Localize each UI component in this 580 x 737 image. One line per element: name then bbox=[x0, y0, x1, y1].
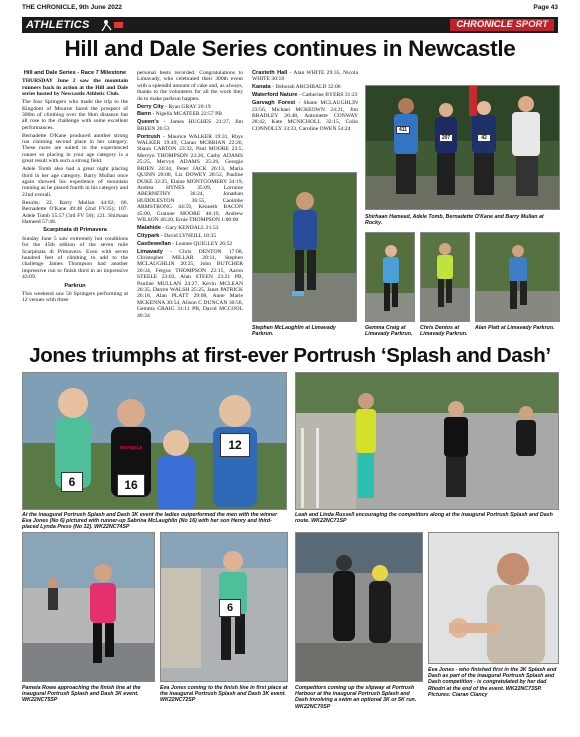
subheading: Scarpinata di Primavera bbox=[43, 227, 107, 234]
photo-chris-dentos-image bbox=[421, 233, 470, 322]
photo-chris-dentos bbox=[420, 232, 470, 322]
brand-suffix: SPORT bbox=[515, 19, 548, 30]
photo-supporters-route-image bbox=[296, 373, 559, 510]
section-banner bbox=[22, 17, 558, 33]
photo-caption: Competitors coming up the slipway at Portrush Harbour at the inaugural Portrush Splash and Dash involving a swim an optional 3K or 5K run. WK22NC70SP bbox=[295, 685, 417, 710]
bib-number: 411 bbox=[396, 126, 410, 134]
photo-slipway-competitors-image bbox=[296, 533, 423, 682]
photo-gemma-craig-image bbox=[366, 233, 415, 322]
result-venue: Waterford Nature bbox=[252, 92, 298, 99]
result-text: Gary KENDALL 21:53 bbox=[165, 224, 219, 231]
shirt-text: TRIANGLE bbox=[119, 445, 143, 450]
photo-caption: Gemma Craig at Limavady Parkrun. bbox=[365, 325, 413, 338]
photo-eva-jones-dad bbox=[428, 532, 559, 664]
result-entry: Derry City - Ryan GRAY 20:19 bbox=[137, 103, 211, 110]
photo-caption: Stephen McLaughlin at Limavady Parkrun. bbox=[252, 325, 336, 338]
photo-caption: Eva Jones coming to the finish line in first place at the inaugural Portrush Splash and Dash 3K event. WK22NC72SP bbox=[160, 685, 288, 704]
photo-stephen-mclaughlin bbox=[252, 172, 357, 322]
brand-badge bbox=[450, 19, 554, 31]
result-entry: Kanata - Deborah ARCHBALD 32:06 bbox=[252, 84, 341, 91]
article1-headline: Hill and Dale Series continues in Newcastle bbox=[64, 36, 516, 61]
runner-logo-icon bbox=[100, 19, 124, 31]
article2-headline: Jones triumphs at first-ever Portrush ‘Splash and Dash’ bbox=[29, 344, 551, 367]
result-venue: Kanata bbox=[252, 84, 271, 91]
result-text: Deborah ARCHBALD 32:06 bbox=[275, 84, 341, 91]
photo-pamela-rowe-image bbox=[23, 533, 155, 682]
result-venue: Portrush bbox=[137, 133, 161, 140]
result-text: Ryan GRAY 20:19 bbox=[168, 103, 211, 110]
result-entry: Bann - Nigella MCATEER 22:57 PB bbox=[137, 111, 223, 118]
result-text: Nigella MCATEER 22:57 PB bbox=[155, 111, 223, 118]
result-text: Catherine BYERS 31:23 bbox=[302, 92, 358, 99]
lead-paragraph: THURSDAY June 2 saw the mountain runners back in action at the Hill and Dale series hosted by Newcastle Athletic Club. bbox=[22, 78, 128, 98]
paragraph: The four Springers who made the trip to the Kingdom of Mourne faced the prospect of 300m of climbing over the 8km distance but all rose to the challenge with some excellent performances. bbox=[22, 99, 128, 131]
photo-supporters-route bbox=[295, 372, 559, 510]
photo-caption: Chris Dentos at Limavady Parkrun. bbox=[420, 325, 468, 338]
photo-alan-platt bbox=[475, 232, 560, 322]
result-text: Shane MCLAUGHLIN 23:56, Michael MCKEOWN 24:21, Jim BRADLEY 26:48, Antoinette CONWAY 28:42, Kate MCNICHOLL 32:15, Colin CONNOLLY 33:33, Caroline OWEN 54:24 bbox=[252, 100, 358, 132]
paragraph: personal bests recorded. Congratulations to Limavady, who celebrated their 300th event with a splendid amount of cake and, as always, thanks to the volunteers for all the work they do to make parkrun happen. bbox=[137, 70, 243, 102]
brand-name: CHRONICLE bbox=[456, 19, 513, 30]
result-venue: Derry City bbox=[137, 103, 164, 110]
subheading: Parkrun bbox=[64, 282, 86, 289]
result-venue: Queen's bbox=[137, 119, 159, 126]
photo-caption: At the inaugural Portrush Splash and Dash 3K event the ladies outperformed the men with the winner Eva Jones (No 6) pictured with runner-up Sabrina McLaughlin (No 16) with her son Henry and third-placed Lynda Press (No 12). WK22NC74SP bbox=[22, 512, 278, 531]
bib-number: 16 bbox=[117, 474, 145, 496]
masthead bbox=[22, 4, 558, 14]
photo-caption: Pamela Rowe approaching the finish line at the inaugural Portrush Splash and Dash 3K event. WK22NC75SP bbox=[22, 685, 141, 704]
result-text: David LYNEILL 18:35 bbox=[164, 232, 217, 239]
photo-caption: Shirhaan Hameed, Adele Tomb, Bernadette O'Kane and Barry Mullan at Rocky. bbox=[365, 214, 544, 227]
result-entry: Malahide - Gary KENDALL 21:53 bbox=[137, 224, 219, 231]
article1-column-3 bbox=[252, 70, 358, 170]
photo-caption: Alan Platt at Limavady Parkrun. bbox=[475, 325, 555, 331]
paper-date: THE CHRONICLE, 9th June 2022 bbox=[22, 4, 123, 11]
result-venue: Citypark bbox=[137, 232, 160, 239]
bib-number: 6 bbox=[219, 599, 241, 617]
photo-pamela-rowe bbox=[22, 532, 155, 682]
result-entry: Limavady - Chris DENTON 17:08, Christopher MILLAR 20:11, Stephen MCLAUGHLIN 20:25, John BUTCHER 20:34, Fergus THOMPSON 22:15, Aaron STEELE 23:03, Alan STEEN 23:21 PB, Pauline MULLAN 24:27, Kevin MCLEAN 26:35, Darren WALSH 25:25, Janet PATRICK 26:18, Alan PLATT 29:08, Anne Marie MCKENNA 30:54, Alison C DUNCAN 30:56, Gemma CRAIG 31:11 PB, David MCCOOL 40:34 bbox=[137, 248, 243, 319]
photo-gemma-craig bbox=[365, 232, 415, 322]
photo-runners-group-image bbox=[366, 86, 560, 210]
photo-caption: Eva Jones - who finished first in the 3K Splash and Dash as part of the inaugural Portrush Splash and Dash competition - is congratulated by her dad Rhodri at the end of the event. WK22NC73SP. Pictures: Ciaran Clancy bbox=[428, 667, 557, 698]
article1-column-1 bbox=[22, 70, 128, 340]
result-entry: Citypark - David LYNEILL 18:35 bbox=[137, 232, 217, 239]
result-entry: Waterford Nature - Catherine BYERS 31:23 bbox=[252, 92, 358, 99]
section-label: ATHLETICS bbox=[26, 19, 90, 31]
result-venue: Malahide bbox=[137, 224, 161, 231]
result-venue: Limavady bbox=[137, 248, 163, 255]
result-entry: Garvagh Forest - Shane MCLAUGHLIN 23:56, Michael MCKEOWN 24:21, Jim BRADLEY 26:48, Antoinette CONWAY 28:42, Kate MCNICHOLL 32:15, Colin CONNOLLY 33:33, Caroline OWEN 54:24 bbox=[252, 100, 358, 132]
result-text: Chris DENTON 17:08, Christopher MILLAR 20:11, Stephen MCLAUGHLIN 20:25, John BUTCHER 20:34, Fergus THOMPSON 22:15, Aaron STEELE 23:03, Alan STEEN 23:21 PB, Pauline MULLAN 24:27, Kevin MCLEAN 26:35, Darren WALSH 25:25, Janet PATRICK 26:18, Alan PLATT 29:08, Anne Marie MCKENNA 30:54, Alison C DUNCAN 30:56, Gemma CRAIG 31:11 PB, David MCCOOL 40:34 bbox=[137, 248, 243, 319]
paragraph: This weekend saw 56 Springers performing at 12 venues with three bbox=[22, 291, 128, 304]
column-heading: Hill and Dale Series - Race 7 Milestone bbox=[23, 70, 127, 76]
result-venue: Castlewellan bbox=[137, 240, 171, 247]
photo-slipway-competitors bbox=[295, 532, 423, 682]
bib-number: 6 bbox=[61, 472, 83, 492]
photo-caption: Leah and Linda Russell encouraging the competitors along at the inaugural Portrush Splash and Dash route. WK22NC71SP bbox=[295, 512, 553, 525]
result-entry: Craxteth Hall - Alan WHITE 29:35, Nicola WHITE 30:18 bbox=[252, 70, 358, 83]
result-text: Leanne QUIGLEY 26:52 bbox=[175, 240, 233, 247]
result-venue: Craxteth Hall bbox=[252, 70, 288, 76]
result-entry: Queen's - James HUGHES 21:27, Jim BREEN 26:53 bbox=[137, 119, 243, 132]
result-venue: Bann bbox=[137, 111, 151, 118]
paragraph: Results: 22. Barry Mullan 44:02; 66. Bernadette O'Kane 49:48 (2nd FV35); 107. Adele Tomb 55:57 (3rd FV 50); 121. Shirhaan Hameed 57:48. bbox=[22, 199, 128, 225]
result-text: Maurice WALKER 19:31, Rhys WALKER 19:49, Ciaran MCBRIAN 22:26, Shaun CARTON 23:32, Paul MOORE 23:5, Mervyn THOMPSON 23:26, Cathy ADAMS 25:25, Mervyn ADAMS 25:26, Georgie BRIEN 24:34, Peter JACK 26:13, Maria QUINN 28:08, Liz DOWEY 28:52, Pauline DUKE 32:25, Elaine MONTGOMERY 34:19, Andrea HYNES 35:09, Lorraine ABERNETHY 36:24, Jonathan HUDDLESTON 36:55, Caoimhe ARMSTRONG 44:59, Kenneth BACON 45:00, Grainne MOORE 46:19, Andrew WILSON 46:20, Ernie THOMPSON 1:00:00 bbox=[137, 133, 243, 223]
photo-runners-group bbox=[365, 85, 560, 210]
photo-stephen-mclaughlin-image bbox=[253, 173, 357, 322]
photo-eva-jones-dad-image bbox=[429, 533, 559, 664]
bib-number: 12 bbox=[220, 433, 250, 457]
bib-number: 207 bbox=[439, 134, 453, 142]
photo-podium-runners bbox=[22, 372, 287, 510]
result-text: Alan WHITE 29:35, Nicola WHITE 30:18 bbox=[252, 70, 358, 83]
page-number: Page 43 bbox=[533, 4, 558, 11]
photo-alan-platt-image bbox=[476, 233, 560, 322]
result-entry: Castlewellan - Leanne QUIGLEY 26:52 bbox=[137, 240, 233, 247]
result-venue: Garvagh Forest bbox=[252, 100, 296, 107]
result-entry: Portrush - Maurice WALKER 19:31, Rhys WALKER 19:49, Ciaran MCBRIAN 22:26, Shaun CARTON 23:32, Paul MOORE 23:5, Mervyn THOMPSON 23:26, Cathy ADAMS 25:25, Mervyn ADAMS 25:26, Georgie BRIEN 24:34, Peter JACK 26:13, Maria QUINN 28:08, Liz DOWEY 28:52, Pauline DUKE 32:25, Elaine MONTGOMERY 34:19, Andrea HYNES 35:09, Lorraine ABERNETHY 36:24, Jonathan HUDDLESTON 36:55, Caoimhe ARMSTRONG 44:59, Kenneth BACON 45:00, Grainne MOORE 46:19, Andrew WILSON 46:20, Ernie THOMPSON 1:00:00 bbox=[137, 133, 243, 223]
paragraph: Bernadette O'Kane produced another strong run claiming second place in her category. These races are suited to the experienced runner so placing in your age category is a great result with such a strong field. bbox=[22, 132, 128, 165]
bib-number: 42 bbox=[477, 134, 491, 142]
paragraph: Sunday June 5 saw extremely hot conditions for the 45th edition of the seven mile Scarpinata di Primavera. Even with seven hundred feet of climbing to add to the challenge James Thompson had another impressive run to finish third in an impressive 43:09. bbox=[22, 235, 128, 281]
paragraph: Adele Tomb also had a great night placing third in her age category. Barry Mullan once again showed his experience of mountain running as he placed fourth in his category and 22nd overall. bbox=[22, 166, 128, 198]
photo-eva-jones-finish bbox=[160, 532, 288, 682]
result-text: James HUGHES 21:27, Jim BREEN 26:53 bbox=[137, 119, 243, 132]
article1-column-2 bbox=[137, 70, 243, 340]
